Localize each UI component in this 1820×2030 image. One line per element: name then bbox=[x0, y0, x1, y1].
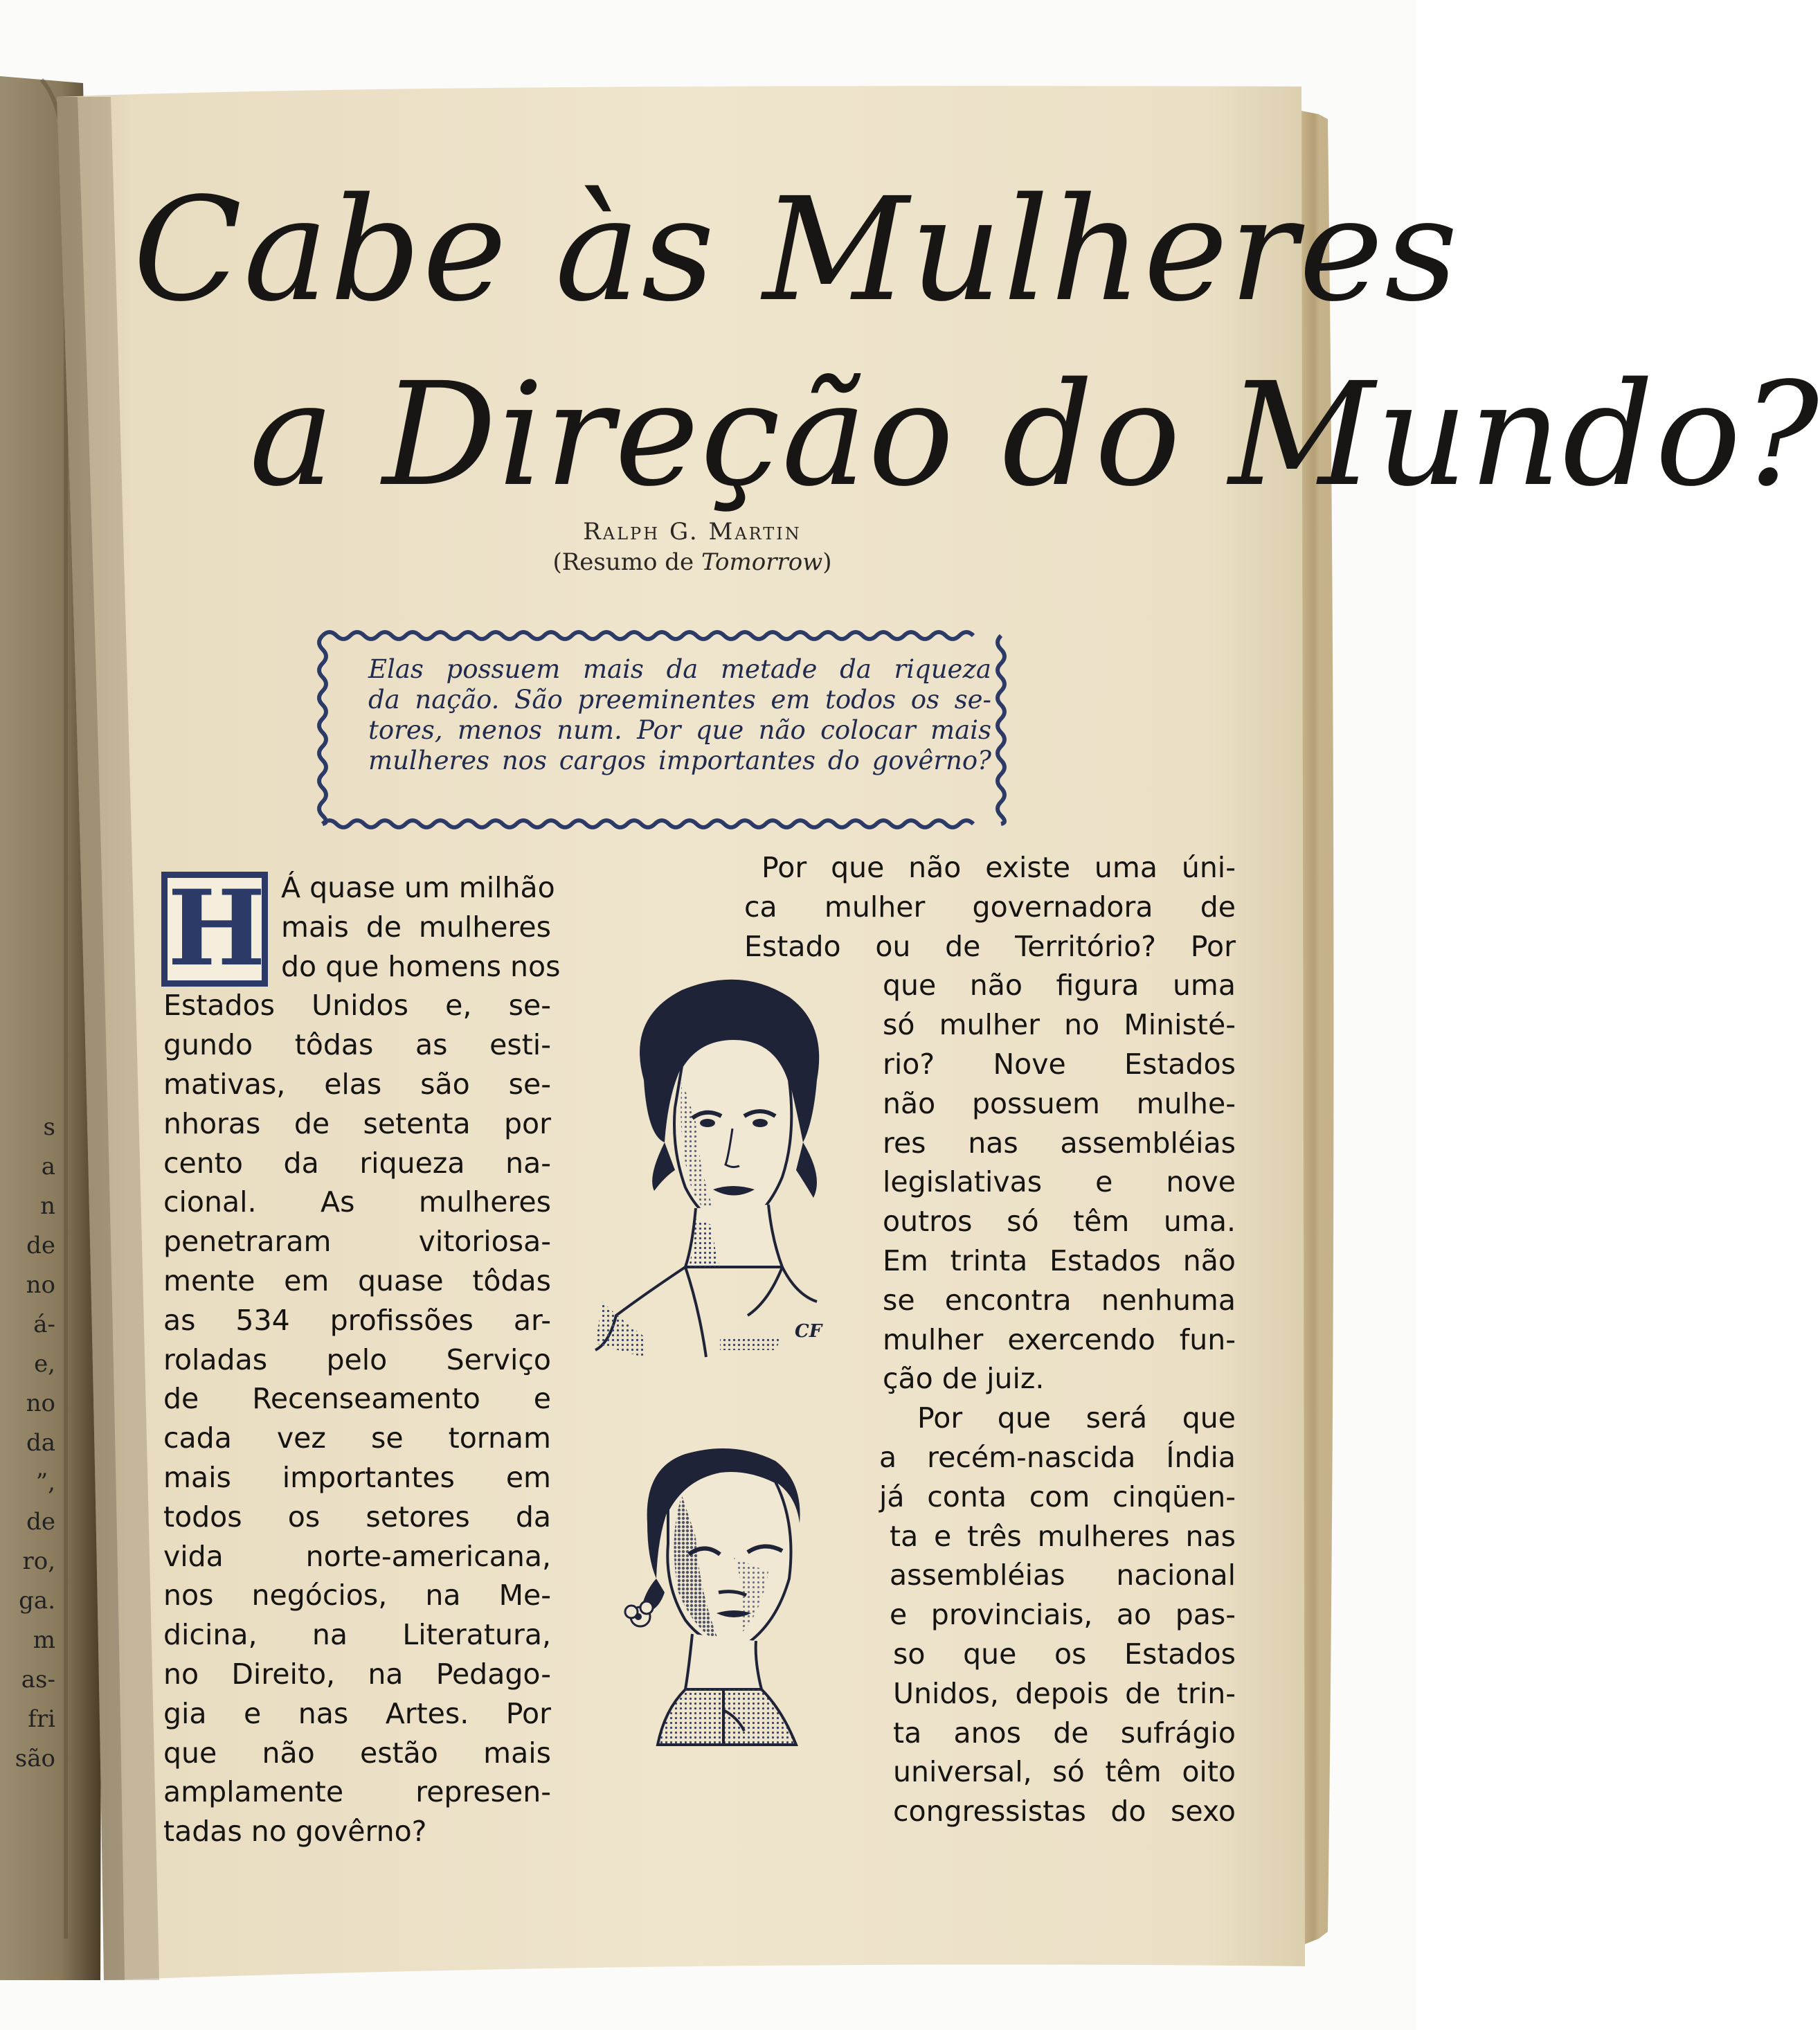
column-line: de Recenseamento e bbox=[163, 1382, 551, 1416]
left-page-fragment: ”, bbox=[35, 1468, 55, 1496]
column-line: legislativas e nove bbox=[883, 1165, 1236, 1199]
illustration-signature: CF bbox=[795, 1321, 822, 1342]
column-line: só mulher no Ministé- bbox=[883, 1008, 1236, 1042]
column-line: se encontra nenhuma bbox=[883, 1283, 1236, 1317]
column-line: Á quase um milhão bbox=[281, 871, 555, 904]
column-line: ta anos de sufrágio bbox=[893, 1716, 1236, 1750]
column-line: todos os setores da bbox=[163, 1500, 551, 1534]
column-line: roladas pelo Serviço bbox=[163, 1342, 551, 1376]
left-page-fragment: de bbox=[26, 1508, 55, 1536]
column-line: mais importantes em bbox=[163, 1460, 551, 1494]
column-line: amplamente represen- bbox=[163, 1775, 551, 1809]
left-page-fragment: á- bbox=[33, 1311, 55, 1338]
left-page-fragment: ga. bbox=[19, 1587, 55, 1615]
column-line: não possuem mulhe- bbox=[883, 1086, 1236, 1120]
left-page-fragment: as- bbox=[21, 1666, 55, 1694]
teaser-text bbox=[368, 654, 991, 776]
column-line: gundo tôdas as esti- bbox=[163, 1028, 551, 1062]
column-line: que não figura uma bbox=[883, 969, 1236, 1003]
teaser-line: tores, menos num. Por que não colocar mais bbox=[368, 715, 991, 745]
left-page-fragment: da bbox=[26, 1429, 55, 1457]
column-line: vida norte-americana, bbox=[163, 1539, 551, 1573]
column-line: assembléias nacional bbox=[890, 1559, 1236, 1592]
column-line: res nas assembléias bbox=[883, 1126, 1236, 1160]
column-line: universal, só têm oito bbox=[893, 1755, 1236, 1789]
source-credit: (Resumo de Tomorrow) bbox=[552, 548, 832, 576]
column-line: e provinciais, ao pas- bbox=[890, 1598, 1236, 1632]
teaser-line: mulheres nos cargos importantes do govêrno? bbox=[368, 746, 991, 775]
left-page-fragment: n bbox=[40, 1192, 55, 1220]
column-line: dicina, na Literatura, bbox=[163, 1618, 551, 1652]
column-line: gia e nas Artes. Por bbox=[163, 1696, 551, 1730]
column-line: no Direito, na Pedago- bbox=[163, 1657, 551, 1691]
left-page-fragment: fri bbox=[28, 1705, 55, 1733]
column-line: ta e três mulheres nas bbox=[890, 1519, 1236, 1553]
column-line: ca mulher governadora de bbox=[744, 890, 1236, 924]
column-line: nos negócios, na Me- bbox=[163, 1579, 551, 1613]
column-line: mente em quase tôdas bbox=[163, 1264, 551, 1297]
column-line: mais de mulheres bbox=[281, 910, 551, 944]
column-line: rio? Nove Estados bbox=[883, 1047, 1236, 1081]
article-title-line-1: Cabe às Mulheres bbox=[133, 167, 1459, 333]
column-line: so que os Estados bbox=[893, 1637, 1236, 1671]
column-line: congressistas do sexo bbox=[893, 1795, 1236, 1829]
teaser-line: da nação. São preeminentes em todos os se- bbox=[368, 685, 991, 715]
drop-cap-letter: H bbox=[163, 874, 266, 985]
column-line: ção de juiz. bbox=[883, 1362, 1045, 1396]
article-column-1 bbox=[163, 868, 561, 1851]
column-line: cada vez se tornam bbox=[163, 1421, 551, 1455]
left-page-fragment: a bbox=[41, 1153, 55, 1180]
left-page-fragment: no bbox=[26, 1271, 55, 1299]
left-page-fragment: no bbox=[26, 1390, 55, 1417]
article-title-line-2: a Direção do Mundo? bbox=[249, 352, 1820, 518]
column-line: Unidos, depois de trin- bbox=[893, 1676, 1236, 1710]
left-page-fragment: ro, bbox=[22, 1547, 55, 1575]
column-line: do que homens nos bbox=[281, 949, 561, 983]
column-line: Estado ou de Território? Por bbox=[744, 929, 1236, 963]
column-line: tadas no govêrno? bbox=[163, 1815, 427, 1849]
column-line: cento da riqueza na- bbox=[163, 1146, 551, 1180]
left-page-fragment: são bbox=[15, 1745, 55, 1772]
column-line: nhoras de setenta por bbox=[163, 1106, 551, 1140]
left-page-fragment: e, bbox=[34, 1350, 55, 1378]
left-page-fragment: de bbox=[26, 1232, 55, 1259]
column-line: outros só têm uma. bbox=[883, 1205, 1236, 1239]
column-line: as 534 profissões ar- bbox=[163, 1303, 551, 1337]
column-line: que não estão mais bbox=[163, 1736, 551, 1770]
column-line: já conta com cinqüen- bbox=[879, 1480, 1236, 1513]
column-line: Por que será que bbox=[917, 1401, 1236, 1435]
left-page-fragment: s bbox=[43, 1113, 55, 1141]
column-line: penetraram vitoriosa- bbox=[163, 1225, 551, 1259]
author-byline: Ralph G. Martin bbox=[583, 518, 802, 546]
column-line: Em trinta Estados não bbox=[883, 1243, 1236, 1277]
column-line: a recém-nascida Índia bbox=[879, 1440, 1236, 1474]
column-line: mativas, elas são se- bbox=[163, 1067, 551, 1101]
left-page-fragment: m bbox=[33, 1626, 55, 1654]
left-page-fragments bbox=[0, 1108, 55, 1779]
column-line: Por que não existe uma úni- bbox=[762, 851, 1236, 884]
column-line: Estados Unidos e, se- bbox=[163, 989, 551, 1023]
column-line: cional. As mulheres bbox=[163, 1185, 551, 1219]
teaser-line: Elas possuem mais da metade da riqueza bbox=[368, 654, 991, 684]
column-line: mulher exercendo fun- bbox=[883, 1322, 1236, 1356]
